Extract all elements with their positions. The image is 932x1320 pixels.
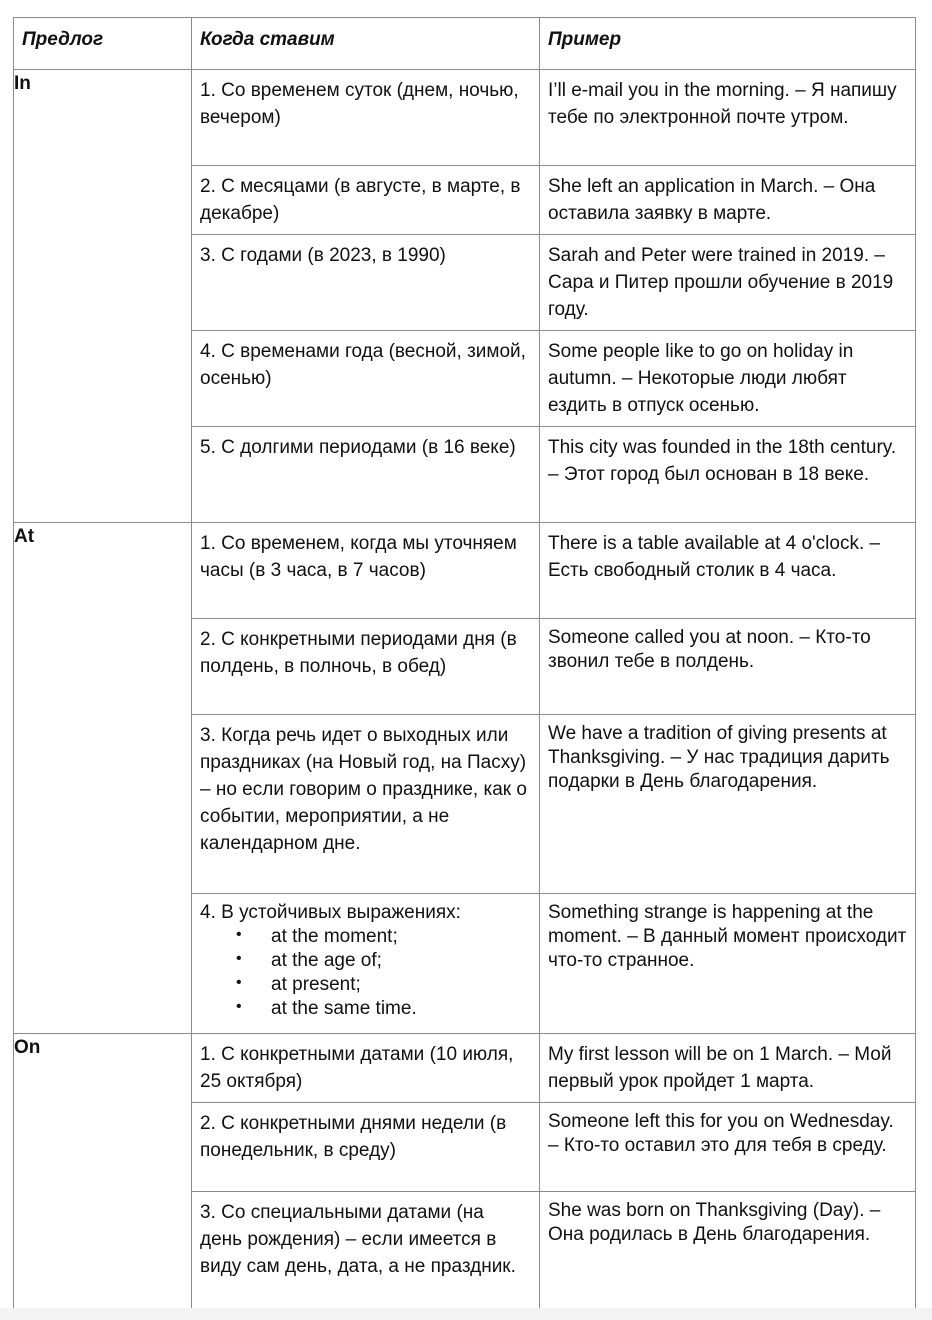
example-cell: She left an application in March. – Она оставила заявку в марте. <box>540 166 916 235</box>
header-when: Когда ставим <box>192 18 540 70</box>
when-cell: 1. С конкретными датами (10 июля, 25 октября) <box>192 1034 540 1103</box>
example-cell: Sarah and Peter were trained in 2019. – Сара и Питер прошли обучение в 2019 году. <box>540 235 916 331</box>
expressions-list <box>200 925 531 1021</box>
preposition-on: On <box>14 1034 192 1313</box>
when-text: 4. В устойчивых выражениях: <box>200 902 461 923</box>
example-cell: This city was founded in the 18th century. – Этот город был основан в 18 веке. <box>540 427 916 523</box>
when-cell: 3. С годами (в 2023, в 1990) <box>192 235 540 331</box>
when-cell: 4. С временами года (весной, зимой, осенью) <box>192 331 540 427</box>
bullet-icon: • <box>236 998 242 1015</box>
example-cell: Someone left this for you on Wednesday. – Кто-то оставил это для тебя в среду. <box>540 1103 916 1192</box>
when-cell: 5. С долгими периодами (в 16 веке) <box>192 427 540 523</box>
when-cell: 2. С месяцами (в августе, в марте, в декабре) <box>192 166 540 235</box>
example-cell: She was born on Thanksgiving (Day). – Она родилась в День благодарения. <box>540 1192 916 1313</box>
example-cell: My first lesson will be on 1 March. – Мой первый урок пройдет 1 марта. <box>540 1034 916 1103</box>
bullet-icon: • <box>236 974 242 991</box>
table-row <box>14 70 916 166</box>
when-cell: 3. Когда речь идет о выходных или праздниках (на Новый год, на Пасху) – но если говорим о празднике, как о событии, мероприятии, а не календарном дне. <box>192 715 540 894</box>
table-row <box>14 1034 916 1103</box>
prepositions-table <box>13 17 916 1313</box>
list-item: • at the moment; <box>236 925 531 949</box>
bullet-icon: • <box>236 950 242 967</box>
when-cell: 2. С конкретными днями недели (в понедельник, в среду) <box>192 1103 540 1192</box>
list-item: • at the same time. <box>236 997 531 1021</box>
example-cell: Something strange is happening at the moment. – В данный момент происходит что-то странное. <box>540 894 916 1034</box>
list-item: • at present; <box>236 973 531 997</box>
bullet-icon: • <box>236 926 242 943</box>
list-item: • at the age of; <box>236 949 531 973</box>
example-cell: I’ll e-mail you in the morning. – Я напишу тебе по электронной почте утром. <box>540 70 916 166</box>
example-cell: There is a table available at 4 o'clock. – Есть свободный столик в 4 часа. <box>540 523 916 619</box>
example-cell: Some people like to go on holiday in autumn. – Некоторые люди любят ездить в отпуск осенью. <box>540 331 916 427</box>
table-row <box>14 523 916 619</box>
when-cell: 3. Со специальными датами (на день рождения) – если имеется в виду сам день, дата, а не праздник. <box>192 1192 540 1313</box>
header-example: Пример <box>540 18 916 70</box>
header-preposition: Предлог <box>14 18 192 70</box>
example-cell: We have a tradition of giving presents at Thanksgiving. – У нас традиция дарить подарки в День благодарения. <box>540 715 916 894</box>
header-row <box>14 18 916 70</box>
when-cell: 2. С конкретными периодами дня (в полдень, в полночь, в обед) <box>192 619 540 715</box>
bottom-shadow <box>0 1308 932 1320</box>
when-cell: 1. Со временем суток (днем, ночью, вечером) <box>192 70 540 166</box>
when-cell <box>192 894 540 1034</box>
when-cell: 1. Со временем, когда мы уточняем часы (в 3 часа, в 7 часов) <box>192 523 540 619</box>
preposition-in: In <box>14 70 192 523</box>
preposition-at: At <box>14 523 192 1034</box>
example-cell: Someone called you at noon. – Кто-то звонил тебе в полдень. <box>540 619 916 715</box>
